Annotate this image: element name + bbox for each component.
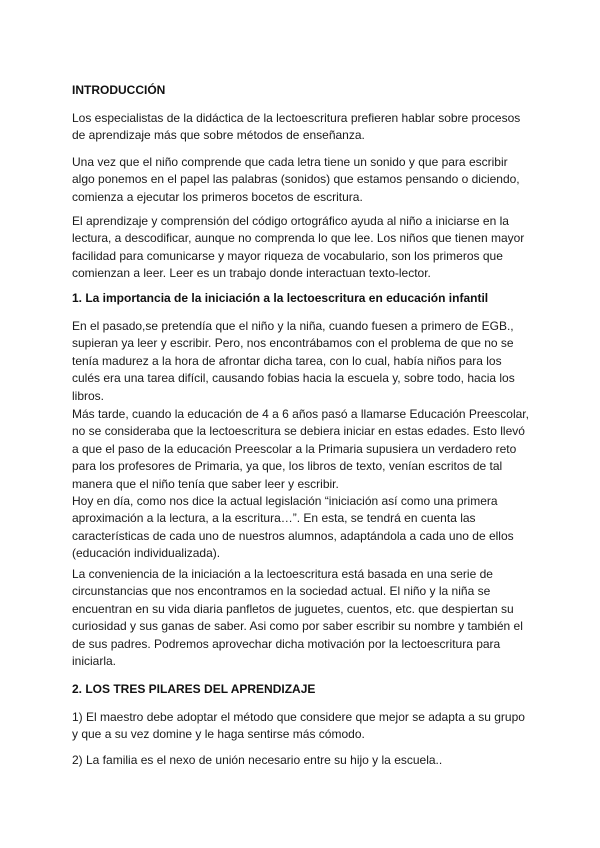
section-1-paragraph-4: La conveniencia de la iniciación a la lectoescritura está basada en una serie de circunstancias que nos encontramos en la sociedad actual. El niño y la niña se encuentran en su vida diaria panfletos de juguetes, cuentos, etc. que despiertan su curiosidad y sus ganas de saber. Asi como por saber escribir su nombre y también el de sus padres. Podremos aprovechar dicha motivación por la lectoescritura para iniciarla. [72,567,523,669]
section-1-paragraph-2: Más tarde, cuando la educación de 4 a 6 años pasó a llamarse Educación Preescolar, no se consideraba que la lectoescritura se debiera iniciar en estas edades. Esto llevó a que el paso de la educación Preescolar a la Primaria supusiera un verdadero reto para los profesores de Primaria, ya que, los libros de texto, venían escritos de tal manera que el niño tenía que saber leer y escribir. [72,407,529,491]
section-1-paragraph-1: En el pasado,se pretendía que el niño y la niña, cuando fuesen a primero de EGB., supieran ya leer y escribir. Pero, nos encontrábamos con el problema de que no se tenía madurez a la hora de afrontar dicha tarea, con lo cual, había niños para los culés era una tarea difícil, causando fobias hacia la escuela y, sobre todo, hacia los libros. [72,319,515,403]
intro-paragraph-3: El aprendizaje y comprensión del código ortográfico ayuda al niño a iniciarse en la lectura, a descodificar, aunque no comprenda lo que lee. Los niños que tienen mayor facilidad para comunicarse y mayor riqueza de vocabulario, son los primeros que comienzan a leer. Leer es un trabajo donde interactuan texto-lector. [72,214,525,281]
intro-paragraph-1: Los especialistas de la didáctica de la lectoescritura prefieren hablar sobre procesos de aprendizaje más que sobre métodos de enseñanza. [72,111,521,143]
section-1-heading: 1. La importancia de la iniciación a la lectoescritura en educación infantil [72,291,489,305]
section-1-paragraph-3: Hoy en día, como nos dice la actual legislación “iniciación así como una primera aproximación a la lectura, a la escritura…”. En esta, se tendrá en cuenta las características de cada uno de nuestros alumnos, adaptándola a cada uno de ellos (educación individualizada). [72,494,514,561]
section-2-item-1: 1) El maestro debe adoptar el método que considere que mejor se adapta a su grupo y que a su vez domine y le haga sentirse más cómodo. [72,710,525,742]
intro-heading: INTRODUCCIÓN [72,83,166,97]
intro-paragraph-2: Una vez que el niño comprende que cada letra tiene un sonido y que para escribir algo ponemos en el papel las palabras (sonidos) que estamos pensando o diciendo, comienza a ejecutar los primeros bocetos de escritura. [72,155,520,204]
section-2-heading: 2. LOS TRES PILARES DEL APRENDIZAJE [72,682,316,696]
section-2-item-2: 2) La familia es el nexo de unión necesario entre su hijo y la escuela.. [72,753,443,767]
